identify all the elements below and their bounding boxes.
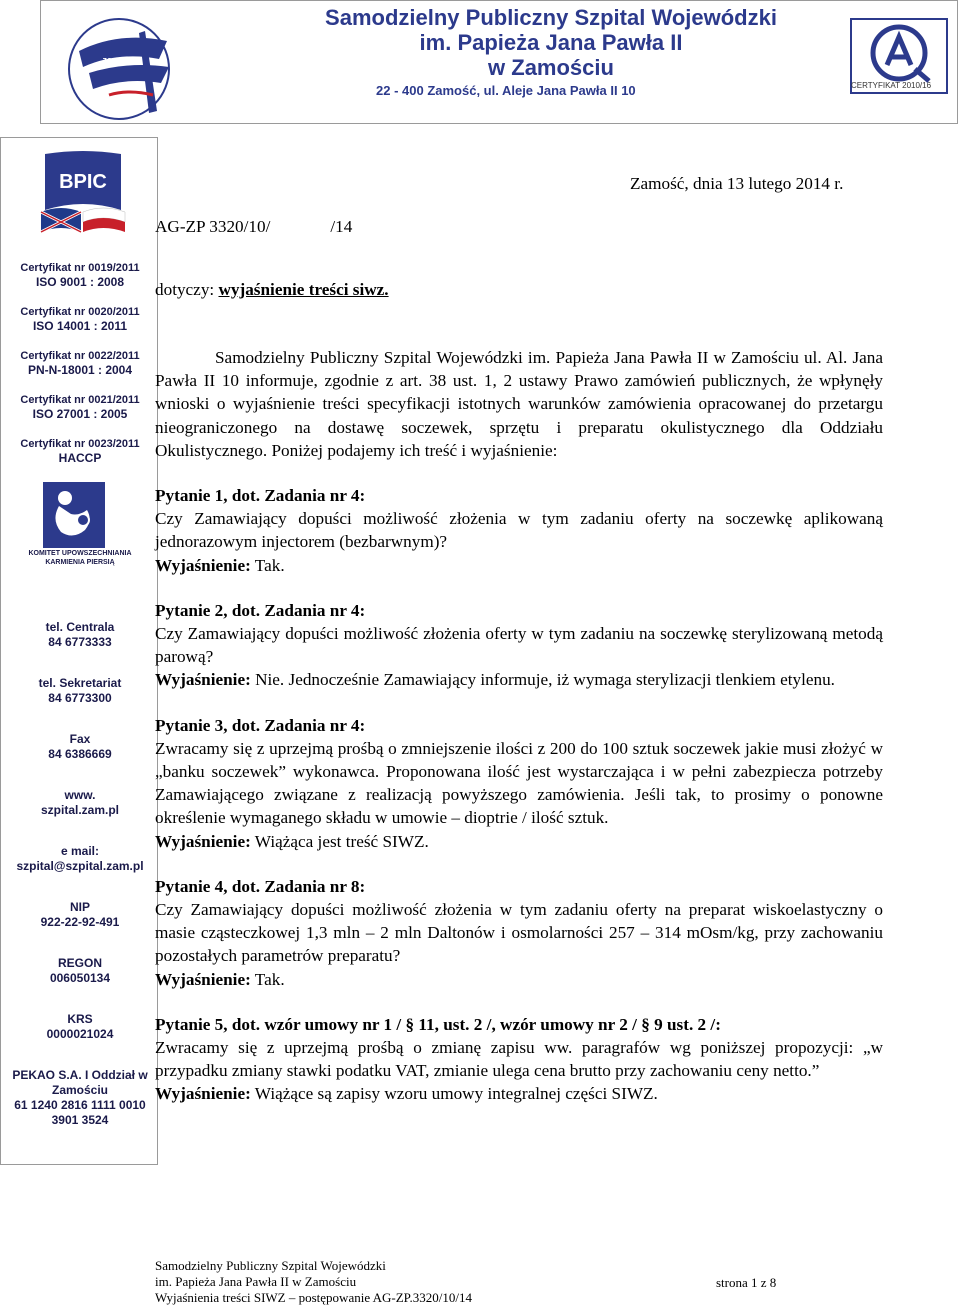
answer-line [155, 554, 883, 577]
document-content [155, 346, 883, 1128]
contact-value: 84 6773300 [48, 691, 112, 705]
footer-line3: Wyjaśnienia treści SIWZ – postępowanie AG-ZP.3320/10/14 [155, 1290, 472, 1305]
certificate-list [5, 261, 155, 481]
contact-list [5, 620, 155, 1154]
certificate-item [5, 393, 155, 421]
document-date: Zamość, dnia 13 lutego 2014 r. [630, 174, 844, 193]
subject-label: dotyczy: [155, 280, 219, 299]
hospital-name-line1: Samodzielny Publiczny Szpital Wojewódzki [325, 5, 777, 30]
question-block [155, 875, 883, 991]
question-block [155, 484, 883, 577]
contact-item [5, 956, 155, 986]
contact-item [5, 1012, 155, 1042]
contact-label: KRS [67, 1012, 93, 1026]
answer-line [155, 668, 883, 691]
breastfeeding-committee-caption: KOMITET UPOWSZECHNIANIA KARMIENIA PIERSIĄ [28, 550, 132, 566]
contact-value: 84 6386669 [48, 747, 112, 761]
hospital-seal-logo [49, 11, 199, 121]
contact-value: szpital@szpital.zam.pl [16, 859, 144, 873]
answer-label: Wyjaśnienie: [155, 670, 251, 690]
question-heading: Pytanie 2, dot. Zadania nr 4: [155, 600, 366, 620]
contact-value: 006050134 [49, 971, 111, 985]
contact-item [5, 1068, 155, 1128]
answer-line [155, 1082, 883, 1105]
answer-label: Wyjaśnienie: [155, 555, 251, 575]
question-text: Zwracamy się z uprzejmą prośbą o zmianę zapisu ww. paragrafów wg poniższej propozycji: „w przypadku zmiany stawki podatku VAT, zmianie ulega cena brutto przy zachowaniu ceny netto.” [155, 1038, 883, 1081]
contact-label: Fax [69, 732, 91, 746]
contact-value: szpital.zam.pl [40, 803, 120, 817]
seal-text: zamość [102, 55, 136, 65]
answer-label: Wyjaśnienie: [155, 831, 251, 851]
answer-label: Wyjaśnienie: [155, 1084, 251, 1104]
certificate-number: Certyfikat nr 0023/2011 [20, 438, 140, 450]
certificate-number: Certyfikat nr 0020/2011 [20, 306, 140, 318]
contact-item [5, 900, 155, 930]
page-number: strona 1 z 8 [716, 1275, 777, 1290]
footer-line2: im. Papieża Jana Pawła II w Zamościu [155, 1274, 357, 1289]
contact-label: NIP [69, 900, 90, 914]
bpic-logo [37, 150, 129, 236]
answer-text: Nie. Jednocześnie Zamawiający informuje, iż wymaga sterylizacji tlenkiem etylenu. [250, 670, 835, 690]
certificate-caption: CERTYFIKAT 2010/16 [851, 81, 932, 90]
contact-item [5, 676, 155, 706]
contact-item [5, 620, 155, 650]
answer-text: Tak. [250, 969, 285, 989]
bpic-text: BPIC [59, 171, 107, 193]
contact-label: PEKAO S.A. I Oddział w Zamościu [12, 1068, 148, 1097]
question-text: Czy Zamawiający dopuści możliwość złożenia oferty w tym zadaniu na soczewkę sterylizowaną metodą parową? [155, 624, 883, 667]
header-banner [40, 0, 958, 124]
breastfeeding-committee-logo [41, 480, 107, 550]
certificate-standard: HACCP [58, 451, 102, 465]
contact-value: 61 1240 2816 1111 0010 3901 3524 [14, 1098, 146, 1127]
contact-item [5, 788, 155, 818]
contact-label: tel. Centrala [45, 620, 115, 634]
certificate-standard: PN-N-18001 : 2004 [27, 363, 133, 377]
reference-number [155, 215, 352, 238]
contact-label: tel. Sekretariat [38, 676, 122, 690]
sidebar [0, 137, 158, 1165]
footer-line1: Samodzielny Publiczny Szpital Wojewódzki [155, 1258, 386, 1273]
reference-prefix: AG-ZP 3320/10/ [155, 217, 271, 236]
question-block [155, 714, 883, 853]
hospital-name-line2: im. Papieża Jana Pawła II [419, 30, 683, 55]
certificate-item [5, 261, 155, 289]
certificate-standard: ISO 14001 : 2011 [32, 319, 128, 333]
question-block [155, 599, 883, 692]
answer-line [155, 968, 883, 991]
hospital-name [246, 5, 856, 80]
hospital-address: 22 - 400 Zamość, ul. Aleje Jana Pawła II 10 [376, 83, 636, 98]
contact-item [5, 732, 155, 762]
certificate-item [5, 305, 155, 333]
hospital-name-line3: w Zamościu [488, 55, 614, 80]
certificate-item [5, 349, 155, 377]
question-heading: Pytanie 4, dot. Zadania nr 8: [155, 876, 366, 896]
question-text: Czy Zamawiający dopuści możliwość złożenia w tym zadaniu oferty na soczewkę aplikowaną jednorazowym injectorem (bezbarwnym)? [155, 509, 883, 552]
answer-line [155, 830, 883, 853]
question-heading: Pytanie 5, dot. wzór umowy nr 1 / § 11, ust. 2 /, wzór umowy nr 2 / § 9 ust. 2 /: [155, 1014, 721, 1034]
contact-value: 0000021024 [46, 1027, 114, 1041]
question-text: Czy Zamawiający dopuści możliwość złożenia w tym zadaniu oferty na preparat wiskoelastyczny o masie cząsteczkowej 1,3 mln – 2 mln Daltonów i osmolarności 257 – 314 mOsm/kg, przy zachowaniu pozostałych parametrów preparatu? [155, 900, 883, 966]
contact-value: 84 6773333 [48, 635, 112, 649]
certificate-number: Certyfikat nr 0022/2011 [20, 350, 140, 362]
contact-label: www. [64, 788, 96, 802]
answer-text: Wiążąca jest treść SIWZ. [250, 831, 429, 851]
contact-value: 922-22-92-491 [40, 915, 120, 929]
subject-line [155, 278, 389, 301]
question-heading: Pytanie 1, dot. Zadania nr 4: [155, 486, 366, 506]
certificate-item [5, 437, 155, 465]
certificate-number: Certyfikat nr 0021/2011 [20, 394, 140, 406]
contact-label: e mail: [60, 844, 99, 858]
answer-text: Wiążące są zapisy wzoru umowy integralnej części SIWZ. [250, 1084, 658, 1104]
certificate-number: Certyfikat nr 0019/2011 [20, 262, 140, 274]
page-footer [155, 1258, 795, 1306]
question-heading: Pytanie 3, dot. Zadania nr 4: [155, 715, 366, 735]
certificate-standard: ISO 27001 : 2005 [32, 407, 128, 421]
contact-item [5, 844, 155, 874]
reference-suffix: /14 [330, 217, 353, 236]
contact-label: REGON [57, 956, 102, 970]
answer-label: Wyjaśnienie: [155, 969, 251, 989]
intro-paragraph: Samodzielny Publiczny Szpital Wojewódzki im. Papieża Jana Pawła II w Zamościu ul. Al. Jana Pawła II 10 informuje, zgodnie z art. 38 ust. 1, 2 ustawy Prawo zamówień publicznych, że wpłynęły wnioski o wyjaśnienie treści specyfikacji istotnych warunków zamówienia opracowanej do przetargu nieograniczonego na dostawę soczewek, sprzętu i preparatu okulistycznego dla Oddziału Okulistycznego. Poniżej podajemy ich treść i wyjaśnienie: [155, 348, 883, 460]
subject-value: wyjaśnienie treści siwz. [218, 280, 389, 299]
certificate-standard: ISO 9001 : 2008 [35, 275, 125, 289]
question-block [155, 1013, 883, 1106]
question-text: Zwracamy się z uprzejmą prośbą o zmniejszenie ilości z 200 do 100 sztuk soczewek jakie musi złożyć w „banku soczewek” wykonawca. Proponowana ilość jest wystarczająca i w pełni zabezpiecza potrzeby Zamawiającego związane z realizacją powyższego zamówienia. Jeśli tak, to prosimy o ponowne określenie wymaganego składu w umowie – dioptrie / ilość sztuk. [155, 738, 883, 828]
answer-text: Tak. [250, 555, 285, 575]
